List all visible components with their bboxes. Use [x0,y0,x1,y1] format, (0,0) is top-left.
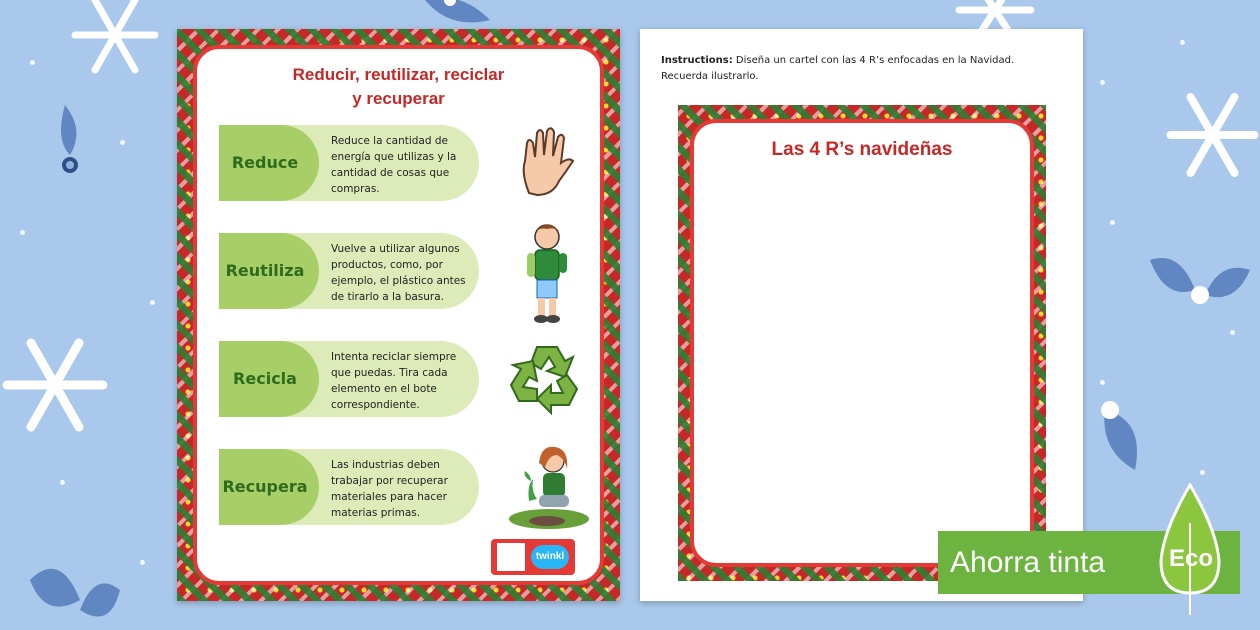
snow-dot [1100,80,1105,85]
list-item [219,125,479,201]
qr-code [497,543,525,571]
worksheet-title: Las 4 R’s navideñas [771,139,953,160]
item-description: Las industrias deben trabajar por recuperar materiales para hacer materias primas. [331,459,448,519]
holly-leaf-icon [20,540,130,630]
boy-icon [507,217,587,327]
snowflake-icon [1165,80,1260,190]
list-item [219,449,479,525]
save-ink-label: Ahorra tinta [950,546,1106,579]
instructions-label: Instructions: [661,55,733,66]
snow-dot [1180,40,1185,45]
instructions [661,53,1061,85]
recycle-icon [507,339,587,419]
snow-dot [120,140,125,145]
snow-dot [60,480,65,485]
snow-dot [1230,330,1235,335]
snow-dot [30,60,35,65]
girl-planting-icon [507,441,591,531]
poster-page [177,29,620,601]
snow-dot [140,560,145,565]
item-label: Recicla [233,369,297,388]
eco-label: Eco [1168,545,1213,572]
poster-title-line1: Reducir, reutilizar, reciclar [292,65,505,84]
worksheet-page [640,29,1083,601]
snow-dot [20,230,25,235]
twinkl-logo: twinkl [531,545,569,569]
item-label: Reutiliza [225,261,305,280]
holly-leaf-icon [1140,240,1260,330]
christmas-border [678,105,1046,581]
snowflake-icon [70,0,160,80]
holly-leaf-icon [1085,390,1155,480]
list-item [219,341,479,417]
holly-leaf-icon [420,0,510,30]
holly-leaf-icon [30,100,100,180]
snowflake-icon [0,330,110,440]
drawing-area [690,119,1034,567]
item-label: Reduce [231,153,299,172]
christmas-border [177,29,620,601]
snow-dot [1110,220,1115,225]
item-description: Intenta reciclar siempre que puedas. Tira cada elemento en el bote correspondiente. [331,351,457,411]
snow-dot [150,300,155,305]
item-description: Reduce la cantidad de energía que utilizas y la cantidad de cosas que compras. [331,135,457,195]
item-label: Recupera [222,477,308,496]
poster-title-line2: y recuperar [352,89,445,108]
snow-dot [1200,470,1205,475]
hand-icon [507,123,587,203]
instructions-text: Diseña un cartel con las 4 R’s enfocadas en la Navidad. Recuerda ilustrarlo. [661,55,1015,82]
list-item [219,233,479,309]
snow-dot [1100,380,1105,385]
item-description: Vuelve a utilizar algunos productos, como, por ejemplo, el plástico antes de tirarlo a la basura. [331,243,466,303]
poster-panel [193,45,604,585]
brand-logo [491,539,575,575]
